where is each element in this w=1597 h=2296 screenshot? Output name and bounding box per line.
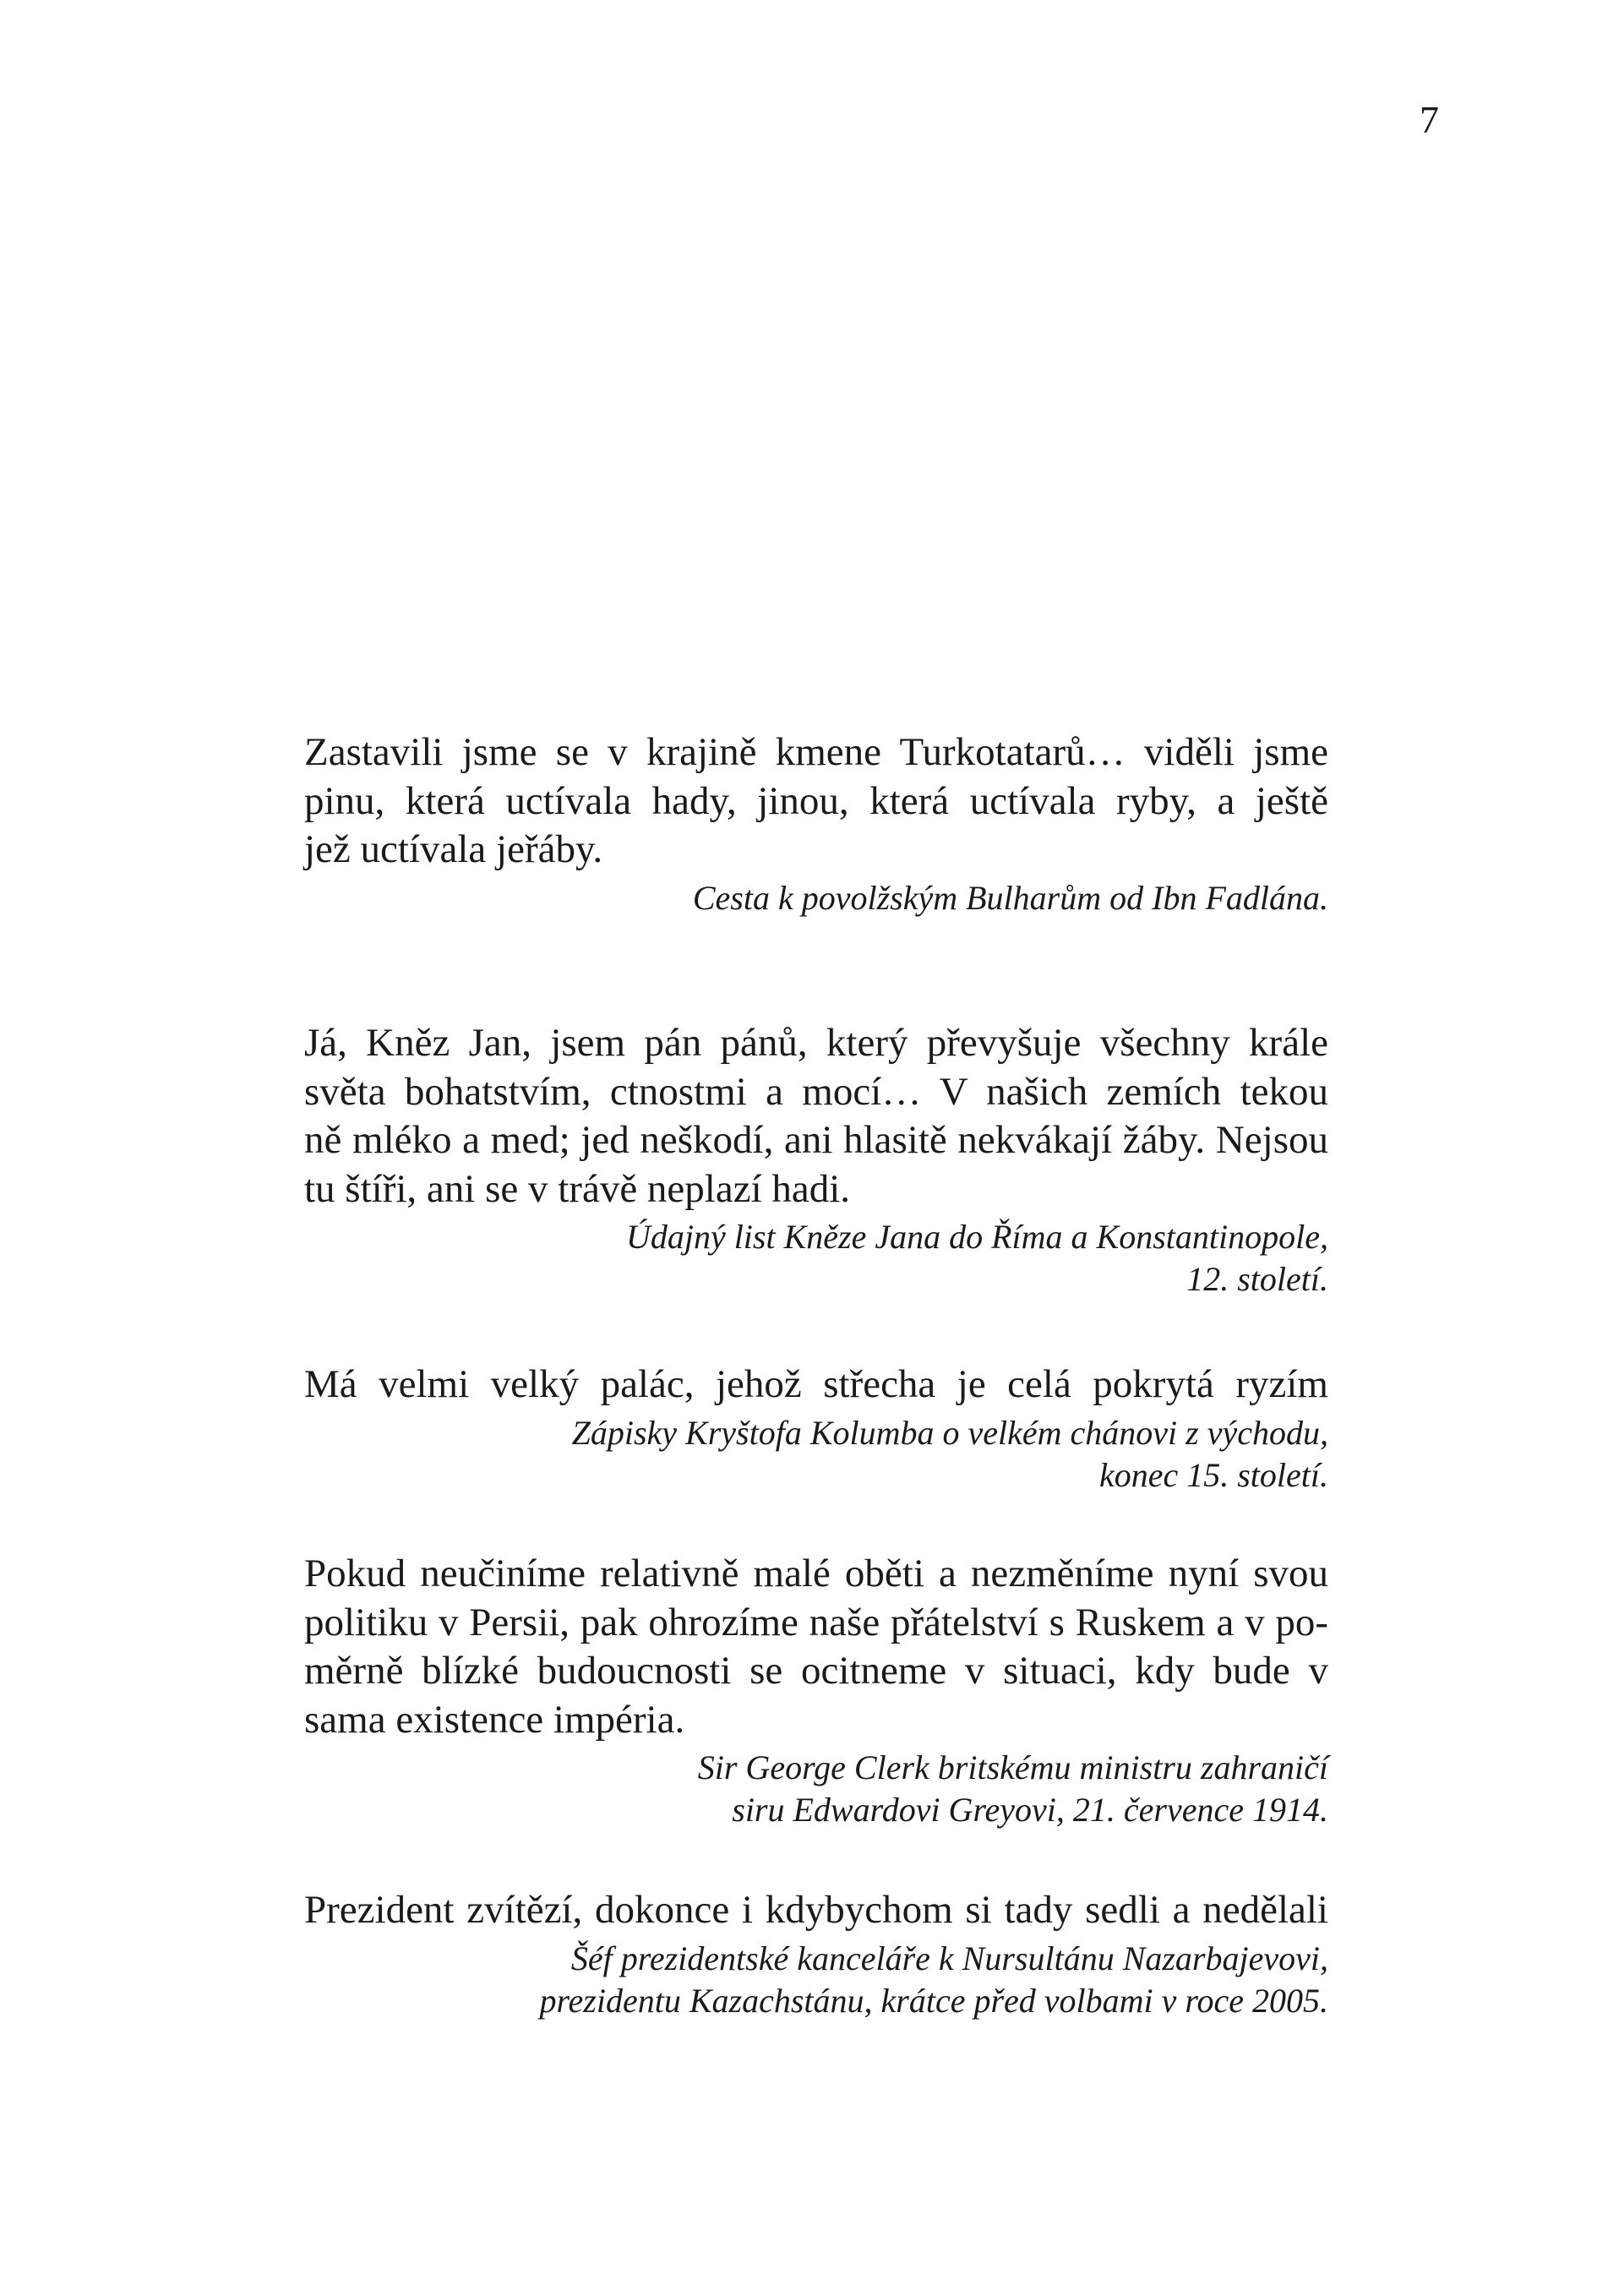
epigraph-ibn-fadlan: [304, 728, 1328, 919]
quote-line: pinu, která uctívala hady, jinou, která uctívala ryby, a ještě: [304, 778, 1328, 823]
attribution-line: Údajný list Kněze Jana do Říma a Konstantinopole,: [625, 1218, 1328, 1256]
attribution: [304, 1938, 1328, 2022]
epigraph-prester-john: [304, 1019, 1328, 1301]
attribution-line: prezidentu Kazachstánu, krátce před volbami v roce 2005.: [539, 1981, 1328, 2020]
epigraph-nazarbayev: [304, 1886, 1328, 2022]
attribution: [304, 1216, 1328, 1301]
attribution-line: konec 15. století.: [1098, 1455, 1328, 1494]
quote-line: Zastavili jsme se v krajině kmene Turkotatarů… viděli jsme: [304, 730, 1328, 774]
epigraph-george-clerk: [304, 1550, 1328, 1831]
attribution-line: Zápisky Kryštofa Kolumba o velkém chánovi z východu,: [571, 1413, 1328, 1452]
attribution-line: siru Edwardovi Greyovi, 21. července 1914.: [732, 1791, 1328, 1829]
quote-line: jež uctívala jeřáby.: [304, 827, 603, 871]
attribution: [304, 877, 1328, 919]
quote-line: Má velmi velký palác, jehož střecha je celá pokrytá ryzím: [304, 1362, 1328, 1406]
quote-line: politiku v Persii, pak ohrozíme naše přátelství s Ruskem a v po-: [304, 1600, 1328, 1644]
attribution-line: 12. století.: [1186, 1260, 1328, 1298]
quote-line: ně mléko a med; jed neškodí, ani hlasitě nekvákají žáby. Nejsou: [304, 1118, 1328, 1162]
quote-line: Prezident zvítězí, dokonce i kdybychom si tady sedli a nedělali: [304, 1888, 1328, 1932]
quote-line: Já, Kněz Jan, jsem pán pánů, který převyšuje všechny krále: [304, 1021, 1328, 1065]
quote-line: sama existence impéria.: [304, 1697, 685, 1742]
page-number: 7: [1420, 98, 1439, 141]
attribution: [304, 1747, 1328, 1831]
attribution: [304, 1412, 1328, 1497]
quote-line: měrně blízké budoucnosti se ocitneme v situaci, kdy bude v: [304, 1649, 1328, 1693]
quote-line: Pokud neučiníme relativně malé oběti a nezměníme nyní svou: [304, 1552, 1328, 1595]
attribution-line: Cesta k povolžským Bulharům od Ibn Fadlána.: [692, 878, 1328, 917]
attribution-line: Sir George Clerk britskému ministru zahraničí: [697, 1748, 1328, 1786]
quote-line: tu štíři, ani se v trávě neplazí hadi.: [304, 1166, 851, 1211]
attribution-line: Šéf prezidentské kanceláře k Nursultánu Nazarbajevovi,: [570, 1939, 1328, 1977]
epigraph-columbus: [304, 1361, 1328, 1497]
quote-line: světa bohatstvím, ctnostmi a mocí… V našich zemích tekou: [304, 1069, 1328, 1114]
